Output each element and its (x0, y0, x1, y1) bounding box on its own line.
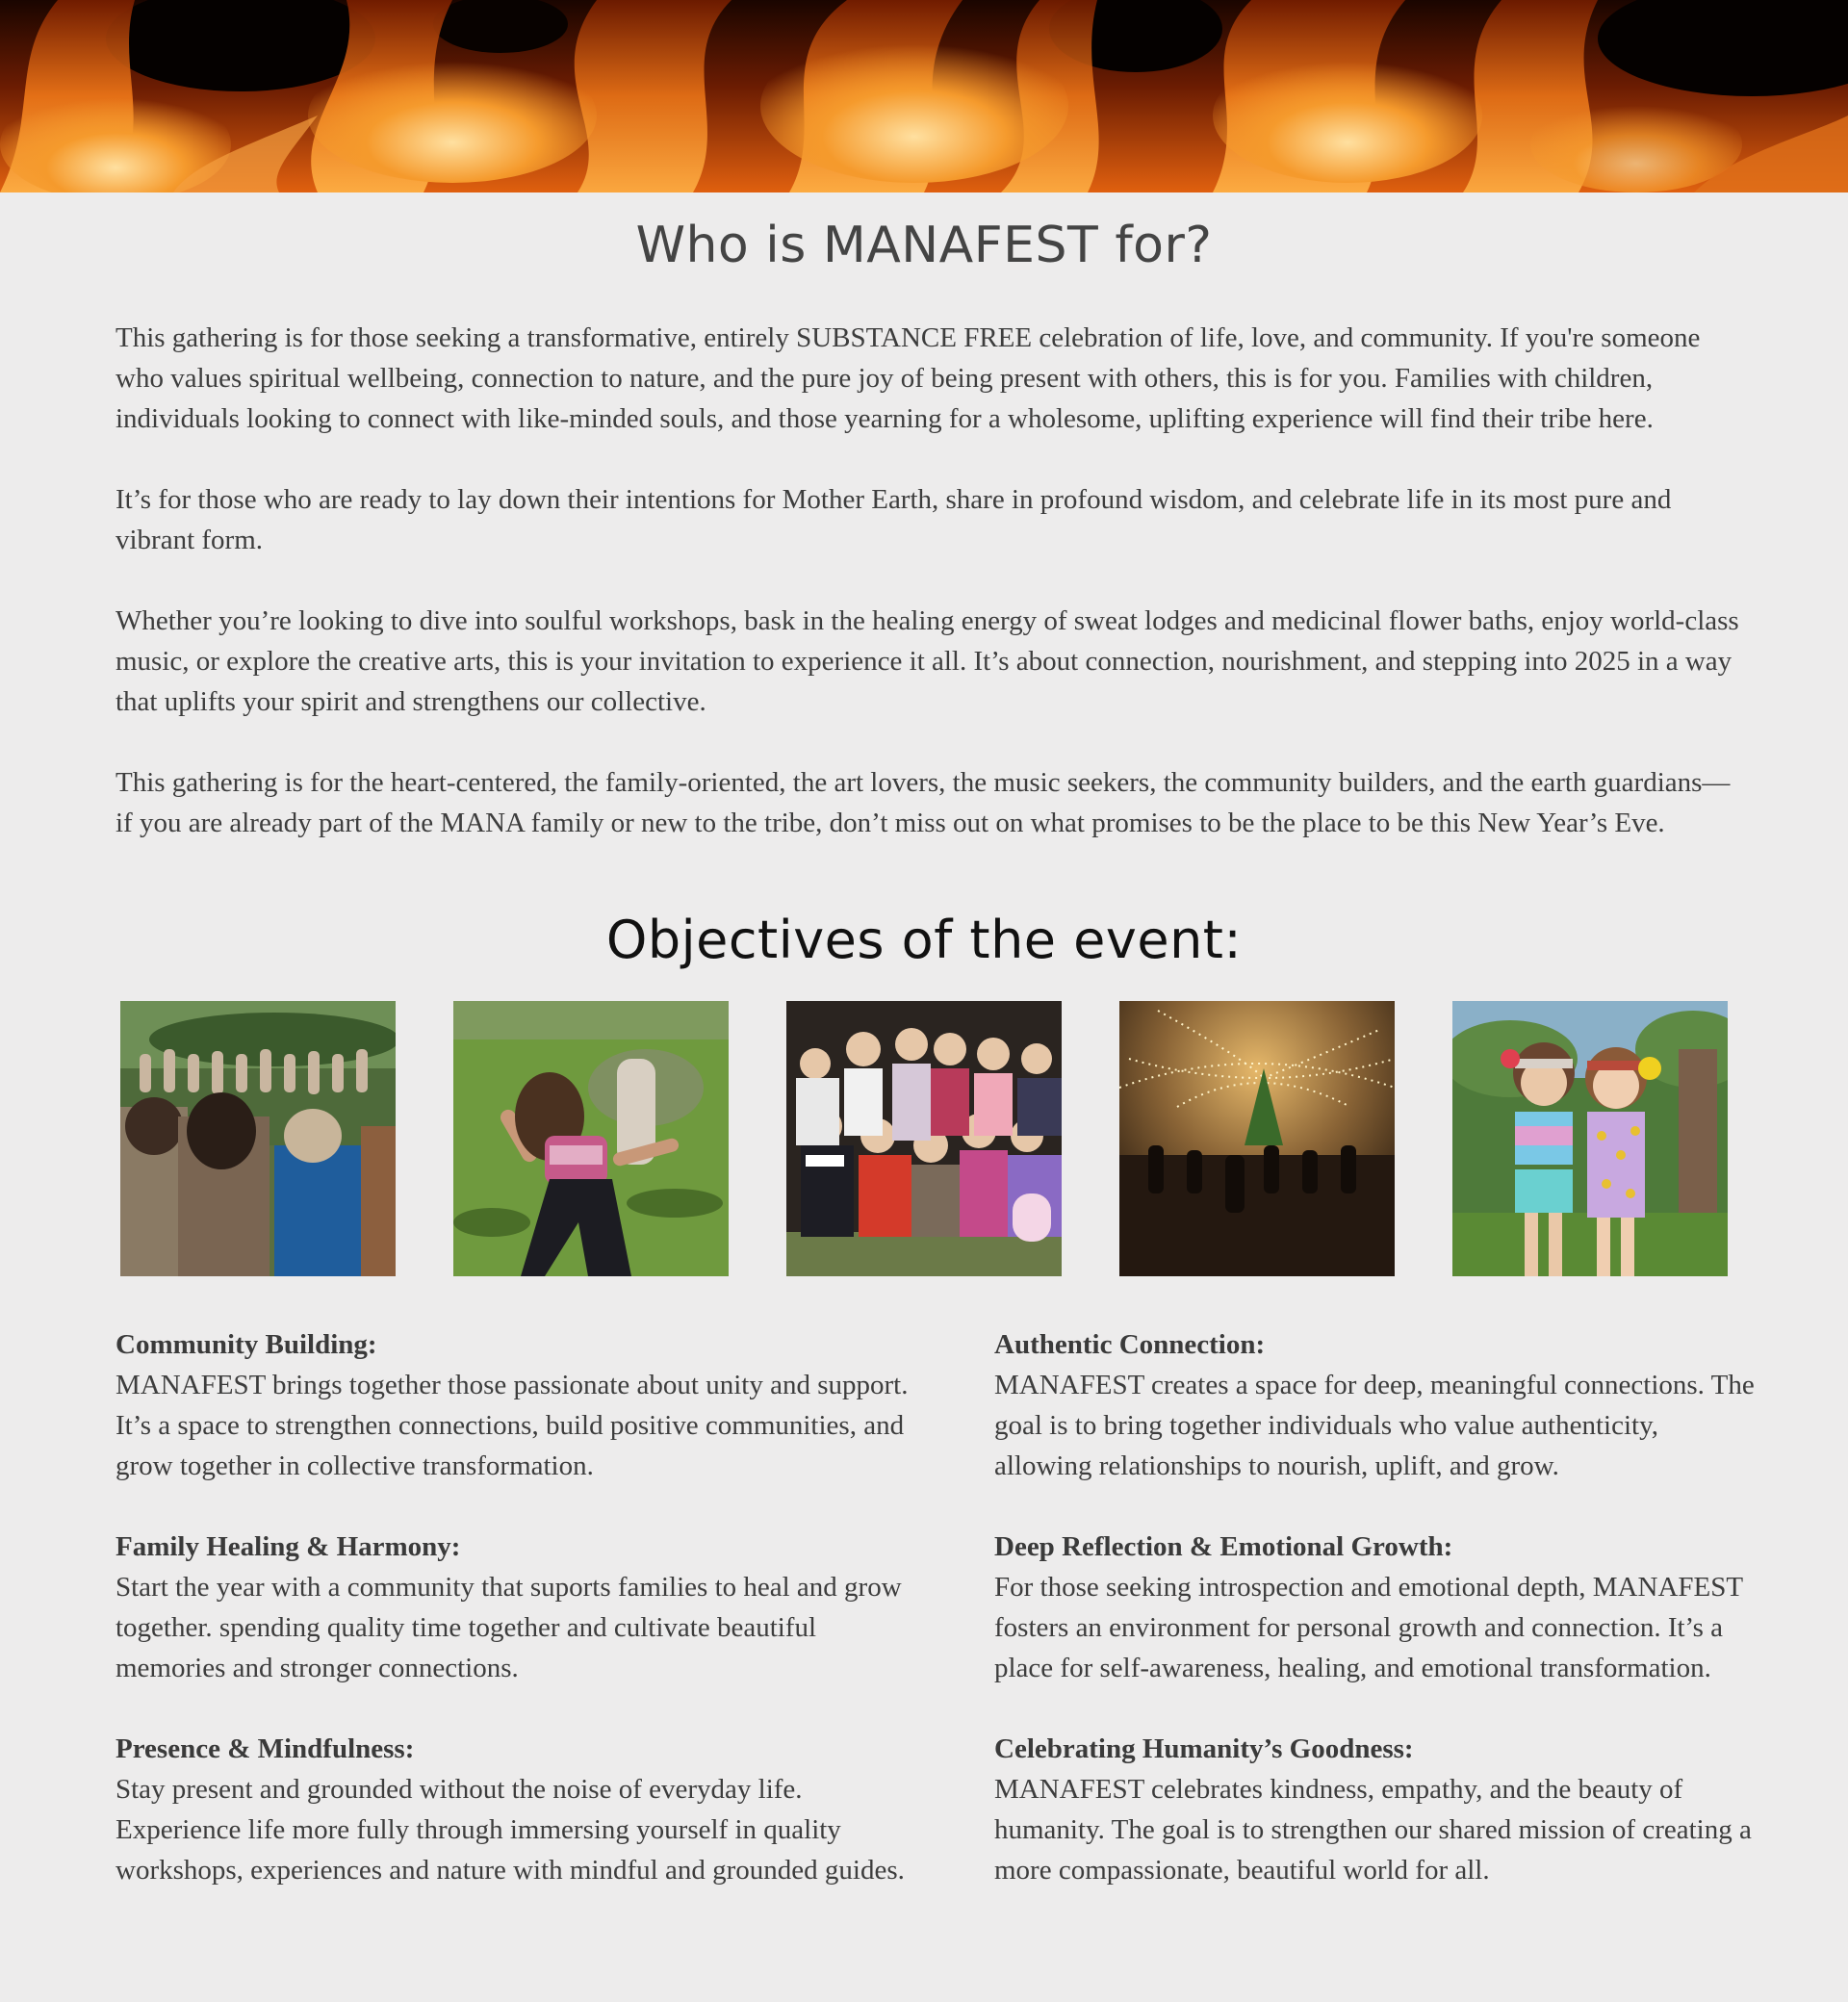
objective-text: MANAFEST brings together those passionate about unity and support. It’s a space to strengthen connections, build positive communities, and grow together in collective transformation. (116, 1370, 909, 1481)
objective-title: Family Healing & Harmony: (116, 1531, 461, 1562)
objectives-right-column (994, 1324, 1755, 1931)
objective-title: Deep Reflection & Emotional Growth: (994, 1531, 1453, 1562)
objective-title: Authentic Connection: (994, 1329, 1266, 1360)
objective-item (116, 1729, 914, 1890)
objective-item (116, 1527, 914, 1688)
photo-gallery (120, 1001, 1728, 1276)
objective-text: MANAFEST celebrates kindness, empathy, and the beauty of humanity. The goal is to strengthen our shared mission of creating a more compassionate, beautiful world for all. (994, 1774, 1752, 1886)
intro-paragraph: This gathering is for those seeking a transformative, entirely SUBSTANCE FREE celebration of life, love, and community. If you're someone who values spiritual wellbeing, connection to nature, and the pure joy of being present with others, this is for you. Families with children, individuals looking to connect with like-minded souls, and those yearning for a wholesome, uplifting experience will find their tribe here. (116, 322, 1701, 434)
intro-paragraph: Whether you’re looking to dive into soulful workshops, bask in the healing energy of sweat lodges and medicinal flower baths, enjoy world-class music, or explore the creative arts, this is your invitation to experience it all. It’s about connection, nourishment, and stepping into 2025 in a way that uplifts your spirit and strengthens our collective. (116, 605, 1739, 717)
objectives-left-column (116, 1324, 914, 1931)
section-title-who: Who is MANAFEST for? (635, 217, 1213, 274)
intro-text (116, 318, 1742, 884)
objective-title: Presence & Mindfulness: (116, 1733, 415, 1764)
intro-paragraph: This gathering is for the heart-centered, the family-oriented, the art lovers, the music seekers, the community builders, and the earth guardians—if you are already part of the MANA family or new to the tribe, don’t miss out on what promises to be the place to be this New Year’s Eve. (116, 767, 1731, 838)
objective-item (994, 1324, 1755, 1486)
fairy-lights-tent-photo (1119, 1001, 1395, 1276)
section-title-objectives: Objectives of the event: (605, 910, 1243, 970)
objective-text: MANAFEST creates a space for deep, meaningful connections. The goal is to bring together individuals who value authenticity, allowing relationships to nourish, uplift, and grow. (994, 1370, 1755, 1481)
hero-fire-banner (0, 0, 1848, 192)
objective-title: Celebrating Humanity’s Goodness: (994, 1733, 1414, 1764)
objective-title: Community Building: (116, 1329, 377, 1360)
objective-item (116, 1324, 914, 1486)
circle-of-people-photo (120, 1001, 396, 1276)
group-of-children-photo (786, 1001, 1062, 1276)
objective-text: Start the year with a community that suports families to heal and grow together. spending quality time together and cultivate beautiful memories and stronger connections. (116, 1572, 902, 1683)
objective-text: Stay present and grounded without the noise of everyday life. Experience life more fully through immersing yourself in quality workshops, experiences and nature with mindful and grounded guides. (116, 1774, 905, 1886)
dancer-on-grass-photo (453, 1001, 729, 1276)
intro-paragraph: It’s for those who are ready to lay down their intentions for Mother Earth, share in profound wisdom, and celebrate life in its most pure and vibrant form. (116, 484, 1672, 555)
objective-text: For those seeking introspection and emotional depth, MANAFEST fosters an environment for personal growth and connection. It’s a place for self-awareness, healing, and emotional transformation. (994, 1572, 1743, 1683)
fire-flames-image (0, 0, 1848, 192)
girls-with-headbands-photo (1452, 1001, 1728, 1276)
objective-item (994, 1527, 1755, 1688)
objective-item (994, 1729, 1755, 1890)
